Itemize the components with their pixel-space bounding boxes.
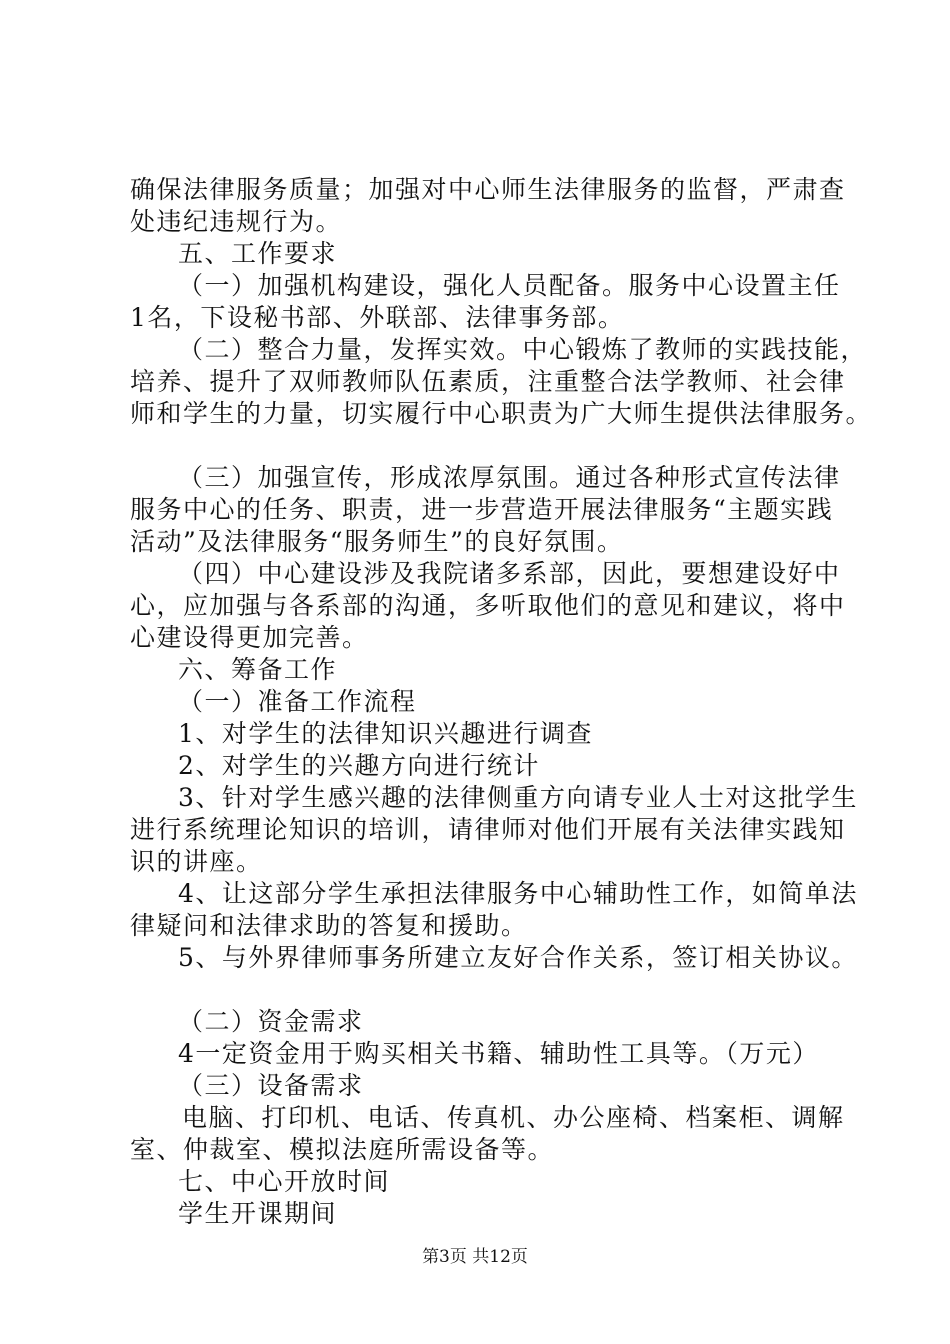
text-line: 学生开课期间 (178, 1199, 338, 1228)
text-line: 室、仲裁室、模拟法庭所需设备等。 (130, 1135, 555, 1164)
text-line: 进行系统理论知识的培训，请律师对他们开展有关法律实践知 (130, 815, 846, 844)
text-line: 电脑、打印机、电话、传真机、办公座椅、档案柜、调解 (182, 1103, 845, 1132)
text-line: 确保法律服务质量；加强对中心师生法律服务的监督，严肃查 (130, 175, 846, 204)
text-line: 1、对学生的法律知识兴趣进行调查 (178, 719, 593, 748)
text-line: 识的讲座。 (130, 847, 263, 876)
paragraph-gap (130, 430, 842, 462)
page-footer: 第3页 共12页 (422, 1247, 528, 1267)
text-line: （一）加强机构建设，强化人员配备。服务中心设置主任 (178, 271, 841, 300)
text-line: 5、与外界律师事务所建立友好合作关系，签订相关协议。 (178, 943, 858, 972)
text-line: 1名，下设秘书部、外联部、法律事务部。 (130, 303, 625, 332)
text-line: 五、工作要求 (178, 239, 338, 268)
text-line: （二）资金需求 (178, 1007, 364, 1036)
text-line: 4一定资金用于购买相关书籍、辅助性工具等。（万元） (178, 1039, 819, 1068)
text-line: 师和学生的力量，切实履行中心职责为广大师生提供法律服务。 (130, 399, 873, 428)
text-line: 心，应加强与各系部的沟通，多听取他们的意见和建议，将中 (130, 591, 846, 620)
text-line: （三）设备需求 (178, 1071, 364, 1100)
text-line: （一）准备工作流程 (178, 687, 417, 716)
text-line: 3、针对学生感兴趣的法律侧重方向请专业人士对这批学生 (178, 783, 858, 812)
text-line: 活动”及法律服务“服务师生”的良好氛围。 (130, 527, 624, 556)
text-line: 2、对学生的兴趣方向进行统计 (178, 751, 540, 780)
text-line: 培养、提升了双师教师队伍素质，注重整合法学教师、社会律 (130, 367, 846, 396)
paragraph-gap (130, 974, 842, 1006)
document-body (130, 174, 873, 1230)
text-line: （二）整合力量，发挥实效。中心锻炼了教师的实践技能， (178, 335, 868, 364)
text-line: 七、中心开放时间 (178, 1167, 391, 1196)
text-line: 律疑问和法律求助的答复和援助。 (130, 911, 528, 940)
text-line: （四）中心建设涉及我院诸多系部，因此，要想建设好中 (178, 559, 841, 588)
text-line: 服务中心的任务、职责，进一步营造开展法律服务“主题实践 (130, 495, 834, 524)
text-line: 心建设得更加完善。 (130, 623, 369, 652)
text-line: 六、筹备工作 (178, 655, 338, 684)
text-line: 4、让这部分学生承担法律服务中心辅助性工作，如简单法 (178, 879, 858, 908)
text-line: 处违纪违规行为。 (130, 207, 343, 236)
text-line: （三）加强宣传，形成浓厚氛围。通过各种形式宣传法律 (178, 463, 841, 492)
